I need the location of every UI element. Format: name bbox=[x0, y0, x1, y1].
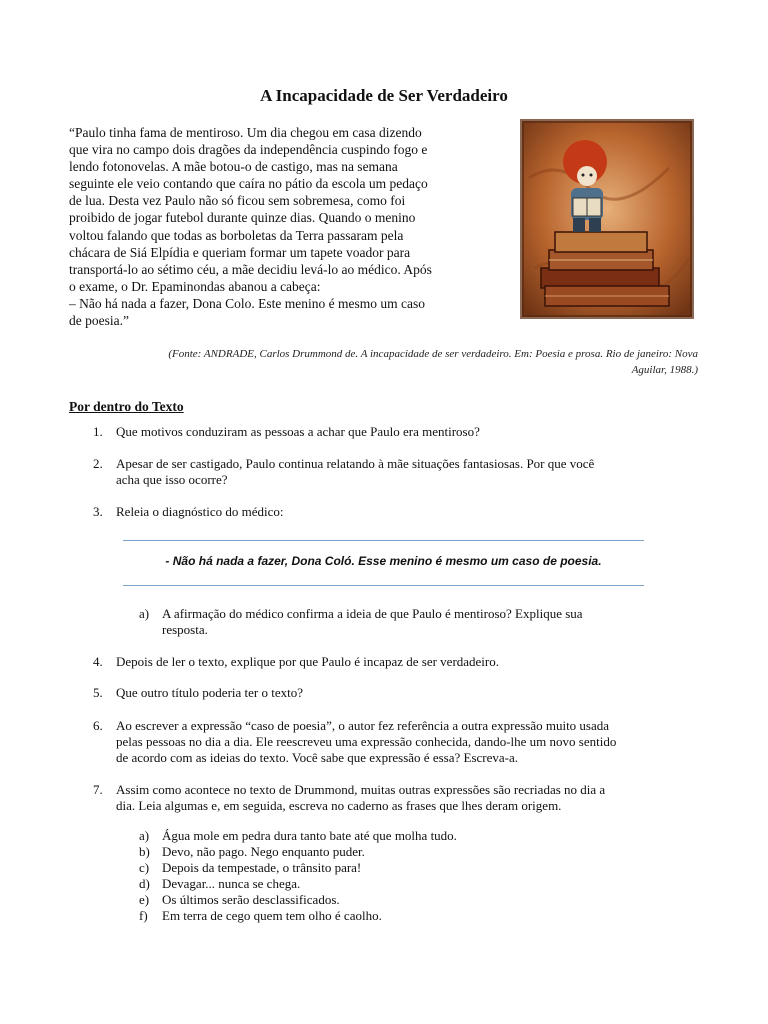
question-number: 2. bbox=[93, 456, 103, 471]
story-text bbox=[69, 124, 506, 329]
story-line: “Paulo tinha fama de mentiroso. Um dia chegou em casa dizendo bbox=[69, 125, 422, 140]
story-line: proibido de jogar futebol durante quinze dias. Quando o menino bbox=[69, 210, 416, 226]
list-item bbox=[139, 828, 457, 844]
story-line: de lua. Desta vez Paulo não só ficou sem sobremesa, como foi bbox=[69, 193, 406, 209]
question-line: dia. Leia algumas e, em seguida, escreva no caderno as frases que lhes deram origem. bbox=[116, 798, 562, 813]
story-line: transportá-lo ao sétimo céu, a mãe decidiu levá-lo ao médico. Após bbox=[69, 261, 432, 277]
question-line: Que outro título poderia ter o texto? bbox=[116, 685, 304, 700]
question-line: pelas pessoas no dia a dia. Ele reescreveu uma expressão conhecida, dando-lhe um novo sentido bbox=[116, 734, 617, 749]
sub-question-line: A afirmação do médico confirma a ideia de que Paulo é mentiroso? Explique sua bbox=[162, 606, 583, 621]
item-letter: f) bbox=[139, 908, 148, 923]
question-6 bbox=[93, 718, 703, 766]
item-letter: a) bbox=[139, 828, 150, 843]
source-line: Aguilar, 1988.) bbox=[631, 364, 698, 376]
question-number: 4. bbox=[93, 654, 103, 669]
section-title: Por dentro do Texto bbox=[69, 399, 184, 414]
question-4 bbox=[93, 654, 703, 670]
list-item bbox=[139, 860, 457, 876]
question-5 bbox=[93, 685, 703, 701]
story-line: lendo fotonovelas. A mãe botou-o de castigo, mas na semana bbox=[69, 159, 398, 175]
question-line: Apesar de ser castigado, Paulo continua relatando à mãe situações fantasiosas. Por que você bbox=[116, 456, 595, 471]
list-item bbox=[139, 844, 457, 860]
sub-question-letter: a) bbox=[139, 606, 150, 621]
story-line: seguinte ele veio contando que caíra no pátio da escola um pedaço bbox=[69, 176, 428, 192]
story-line: o exame, o Dr. Epaminondas abanou a cabeça: bbox=[69, 278, 321, 294]
boy-reading-on-books-illustration bbox=[519, 118, 695, 320]
story-line: voltou falando que todas as borboletas da Terra passaram pela bbox=[69, 227, 404, 243]
list-item bbox=[139, 908, 457, 924]
question-2 bbox=[93, 456, 703, 488]
source-citation bbox=[60, 346, 698, 378]
item-text: Devagar... nunca se chega. bbox=[162, 876, 301, 891]
question-line: Ao escrever a expressão “caso de poesia”, o autor fez referência a outra expressão muito usada bbox=[116, 718, 610, 733]
story-line: de poesia.” bbox=[69, 313, 129, 329]
item-letter: e) bbox=[139, 892, 150, 907]
item-text: Água mole em pedra dura tanto bate até que molha tudo. bbox=[162, 828, 457, 843]
list-item bbox=[139, 876, 457, 892]
question-line: acha que isso ocorre? bbox=[116, 472, 228, 487]
question-line: Assim como acontece no texto de Drummond, muitas outras expressões são recriadas no dia a bbox=[116, 782, 606, 797]
question-line: Releia o diagnóstico do médico: bbox=[116, 504, 284, 519]
item-letter: d) bbox=[139, 876, 150, 891]
list-item bbox=[139, 892, 457, 908]
item-text: Devo, não pago. Nego enquanto puder. bbox=[162, 844, 365, 859]
item-letter: c) bbox=[139, 860, 150, 875]
doctor-quote: - Não há nada a fazer, Dona Coló. Esse menino é mesmo um caso de poesia. bbox=[165, 554, 602, 568]
sub-question-a bbox=[139, 606, 659, 638]
doctor-quote-box bbox=[123, 540, 644, 586]
item-letter: b) bbox=[139, 844, 150, 859]
question-number: 7. bbox=[93, 782, 103, 797]
item-text: Depois da tempestade, o trânsito para! bbox=[162, 860, 362, 875]
item-text: Em terra de cego quem tem olho é caolho. bbox=[162, 908, 382, 923]
story-line: que vira no campo dois dragões da independência cuspindo fogo e bbox=[69, 142, 428, 158]
question-line: de acordo com as ideias do texto. Você sabe que expressão é essa? Escreva-a. bbox=[116, 750, 518, 765]
story-line: chácara de Siá Elpídia e queriam formar um tapete voador para bbox=[69, 244, 411, 260]
question-3 bbox=[93, 504, 703, 520]
question-number: 1. bbox=[93, 424, 103, 439]
expressions-list bbox=[139, 828, 457, 924]
question-number: 3. bbox=[93, 504, 103, 519]
story-line: – Não há nada a fazer, Dona Colo. Este menino é mesmo um caso bbox=[69, 295, 425, 311]
question-7 bbox=[93, 782, 703, 814]
question-line: Depois de ler o texto, explique por que Paulo é incapaz de ser verdadeiro. bbox=[116, 654, 499, 669]
sub-question-line: resposta. bbox=[162, 622, 208, 637]
question-line: Que motivos conduziram as pessoas a achar que Paulo era mentiroso? bbox=[116, 424, 480, 439]
question-number: 6. bbox=[93, 718, 103, 733]
question-number: 5. bbox=[93, 685, 103, 700]
source-line: (Fonte: ANDRADE, Carlos Drummond de. A incapacidade de ser verdadeiro. Em: Poesia e prosa. Rio de janeiro: Nova bbox=[168, 348, 698, 360]
question-1 bbox=[93, 424, 703, 440]
item-text: Os últimos serão desclassificados. bbox=[162, 892, 340, 907]
page-title: A Incapacidade de Ser Verdadeiro bbox=[260, 86, 508, 105]
